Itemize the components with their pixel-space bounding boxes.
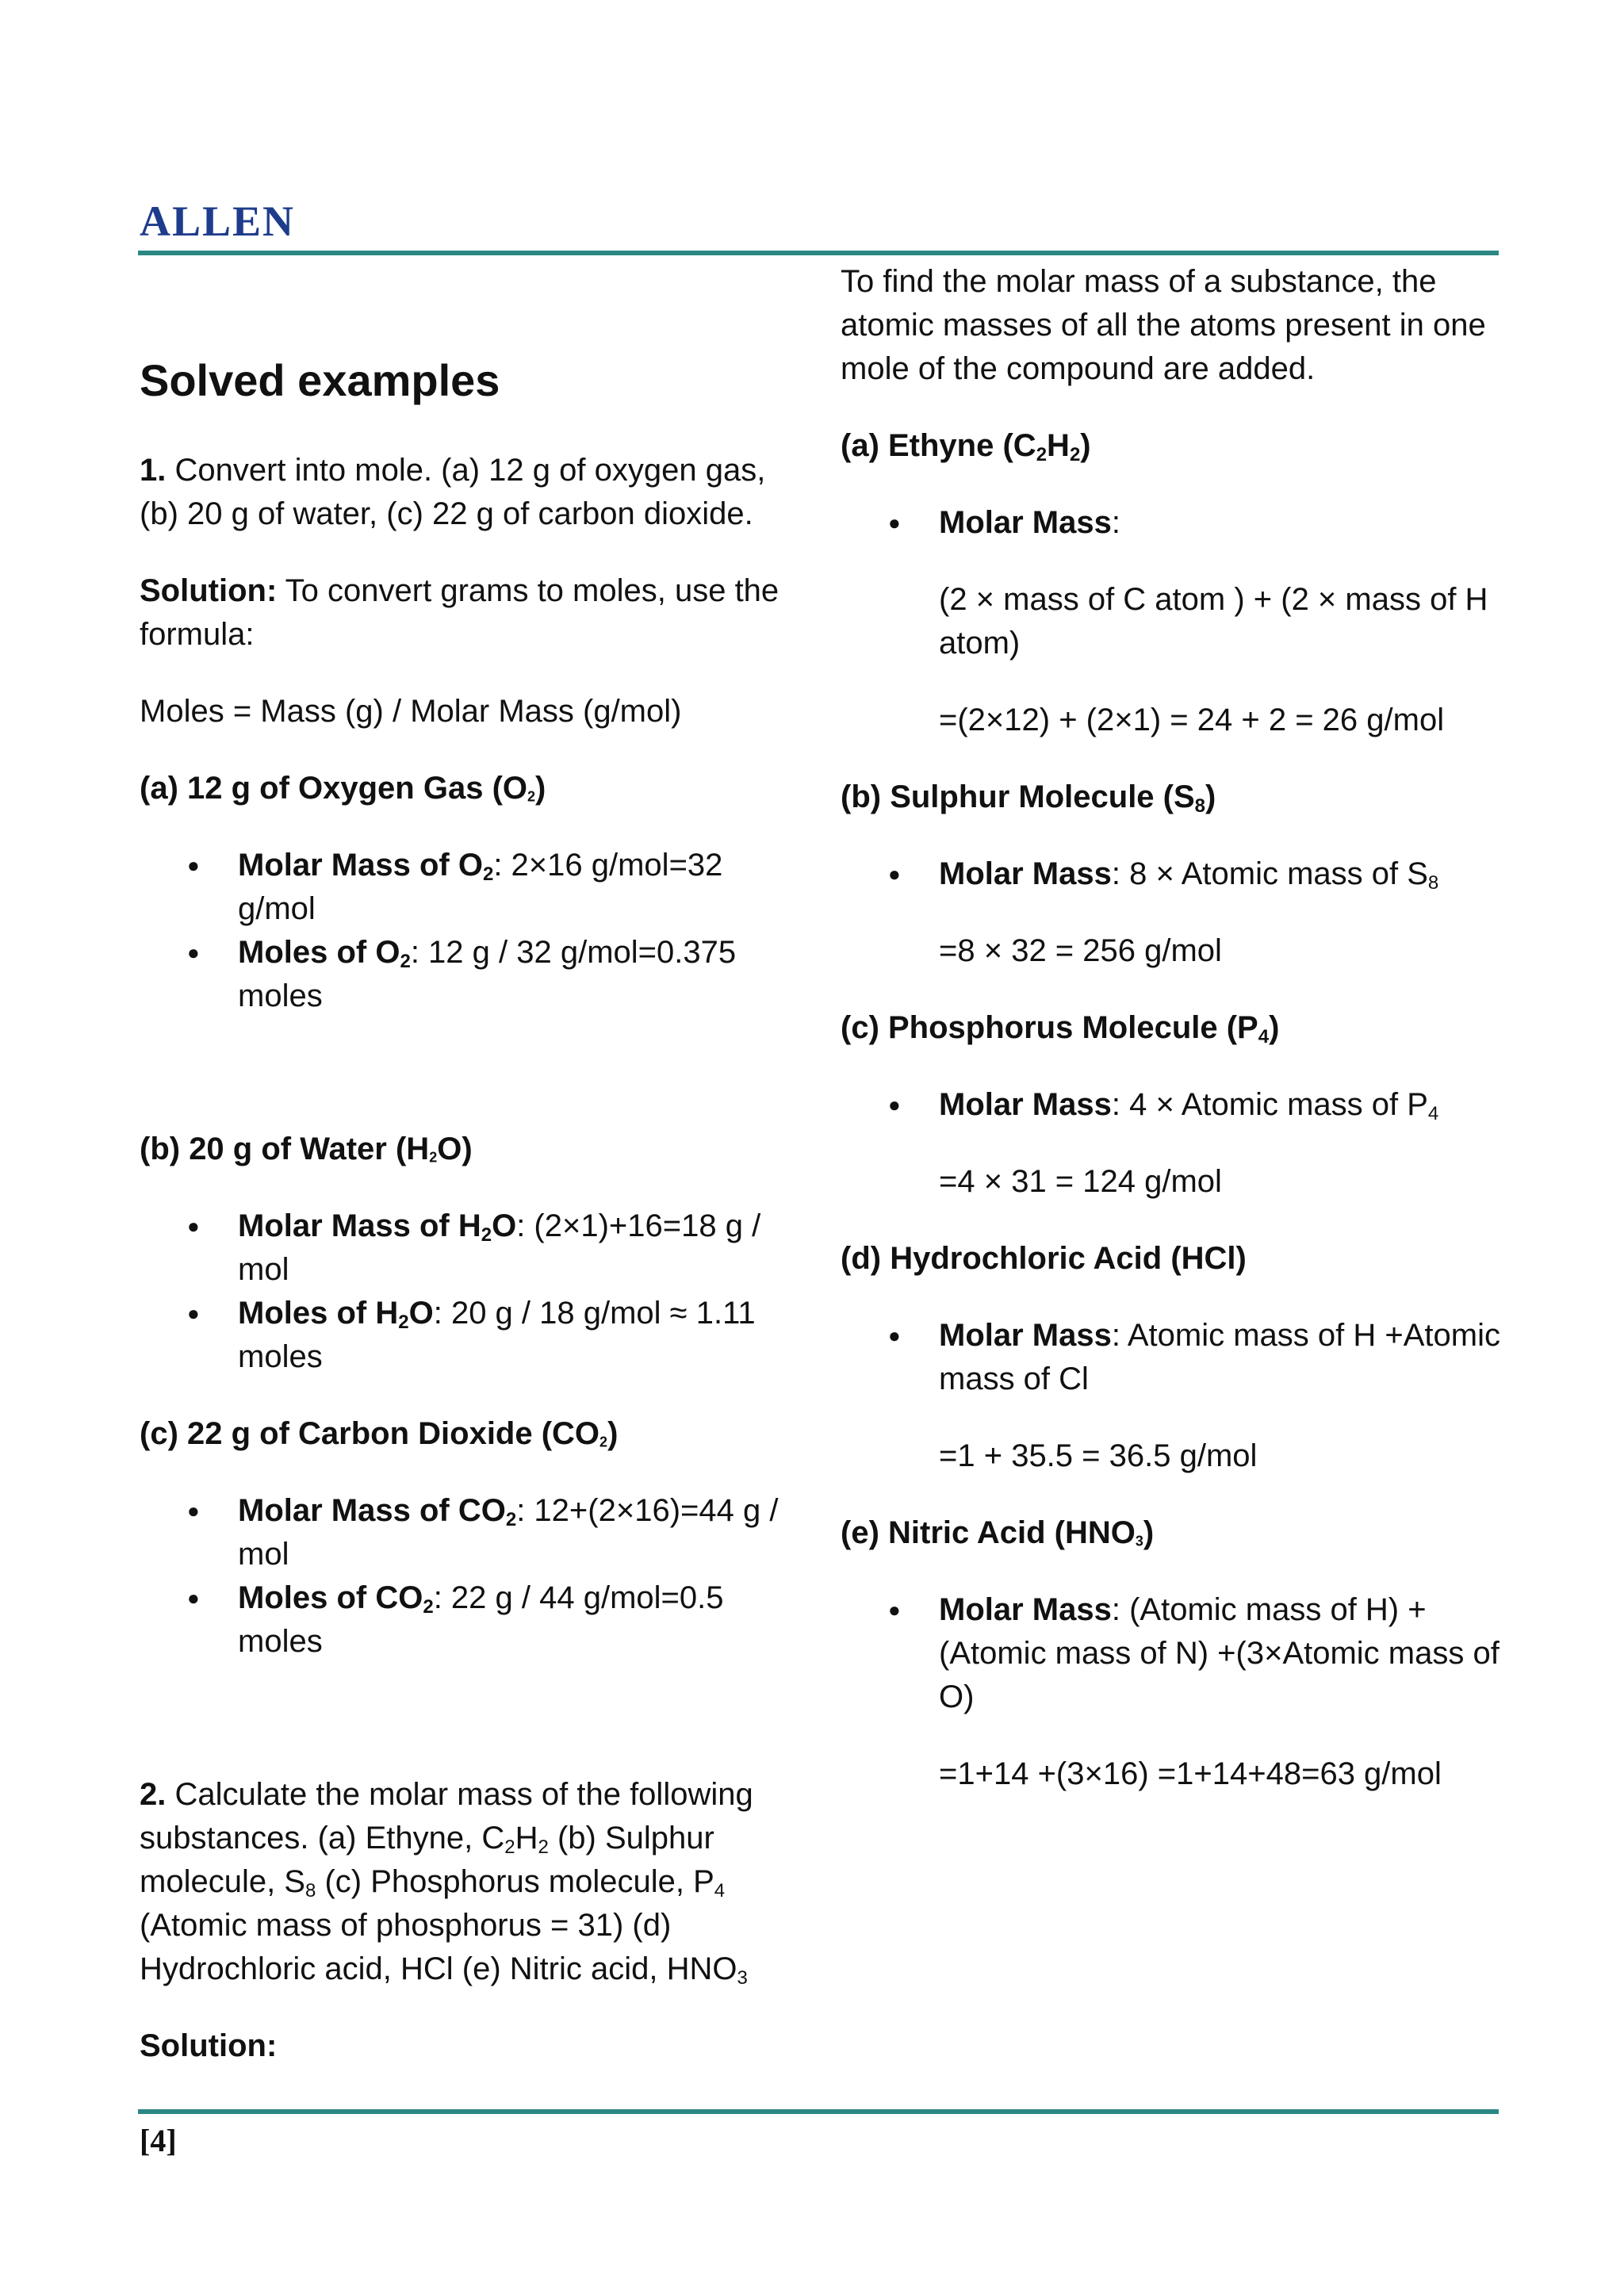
- nitric-list: [841, 1588, 1507, 1719]
- nitric-heading: (e) Nitric Acid (HNO3): [841, 1515, 1155, 1550]
- question-1-text: Convert into mole. (a) 12 g of oxygen gas, (b) 20 g of water, (c) 22 g of carbon dioxide.: [140, 453, 766, 531]
- list-item: ● Molar Mass: 4 × Atomic mass of $P_4$: [841, 1083, 1507, 1127]
- list-item: ● Molar Mass:: [841, 501, 1507, 545]
- list-item: ● Molar Mass of $O_2$: 2×16 g/mol=32 g/mol: [140, 844, 798, 931]
- page-number: [4]: [140, 2123, 177, 2158]
- solution-1-text: To convert grams to moles, use the formula:: [140, 573, 779, 652]
- hcl-line-1: =1 + 35.5 = 36.5 g/mol: [939, 1438, 1258, 1473]
- phosphorus-heading: (c) Phosphorus Molecule $(P_4)$: [841, 1010, 1280, 1047]
- question-1: [140, 449, 798, 536]
- list-item: ● Moles of $H_2O$: 20 g / 18 g/mol ≈ 1.11 moles: [140, 1292, 798, 1379]
- list-item: ● Molar Mass of $CO_2$: 12+(2×16)=44 g / mol: [140, 1489, 798, 1576]
- part-a-heading: (a) 12 g of Oxygen Gas (O2): [140, 771, 546, 806]
- nitric-line-1: =1+14 +(3×16) =1+14+48=63 g/mol: [939, 1756, 1442, 1791]
- header-rule: [138, 251, 1499, 255]
- formula: Moles = Mass (g) / Molar Mass (g/mol): [140, 694, 682, 729]
- footer-rule: [138, 2109, 1499, 2114]
- ethyne-line-1: (2 × mass of C atom ) + (2 × mass of H atom): [939, 582, 1488, 661]
- sulphur-list: [841, 852, 1507, 896]
- solution-1-label: Solution:: [140, 573, 278, 608]
- ethyne-list: [841, 501, 1507, 545]
- phosphorus-list: [841, 1083, 1507, 1127]
- phosphorus-line-1: =4 × 31 = 124 g/mol: [939, 1164, 1222, 1199]
- hcl-list: [841, 1314, 1507, 1401]
- ethyne-line-2: =(2×12) + (2×1) = 24 + 2 = 26 g/mol: [939, 703, 1445, 737]
- spacer: [140, 1051, 798, 1128]
- right-column: [841, 260, 1507, 1829]
- part-c-list: [140, 1489, 798, 1664]
- sulphur-heading: (b) Sulphur Molecule $(S_8)$: [841, 779, 1216, 817]
- part-c-heading: (c) 22 g of Carbon Dioxide (CO2): [140, 1416, 619, 1451]
- list-item: ● Molar Mass: 8 × Atomic mass of $S_8$: [841, 852, 1507, 896]
- question-2: 2. Calculate the molar mass of the following substances. (a) Ethyne, $C_2H_2$ (b) Sulphur molecule, $S_8$ (c) Phosphorus molecule, $P_4$ (Atomic mass of phosphorus = 31) (d) Hydrochloric acid, HCl (e) Nitric acid, $HNO_3$: [140, 1777, 753, 1989]
- hcl-heading: (d) Hydrochloric Acid (HCl): [841, 1241, 1247, 1276]
- part-b-list: [140, 1204, 798, 1379]
- section-title: Solved examples: [140, 355, 500, 405]
- list-item: ● Moles of $CO_2$: 22 g / 44 g/mol=0.5 moles: [140, 1576, 798, 1664]
- solution-2-label: Solution:: [140, 2028, 278, 2063]
- spacer: [140, 1697, 798, 1773]
- ethyne-heading: (a) Ethyne $(C_2H_2)$: [841, 428, 1091, 465]
- sulphur-line-1: =8 × 32 = 256 g/mol: [939, 933, 1222, 968]
- list-item: ● Moles of $O_2$: 12 g / 32 g/mol=0.375 moles: [140, 931, 798, 1018]
- part-b-heading: (b) 20 g of Water (H2O): [140, 1132, 473, 1166]
- intro-text: To find the molar mass of a substance, the atomic masses of all the atoms present in one mole of the compound are added.: [841, 264, 1486, 386]
- part-a-list: [140, 844, 798, 1018]
- question-1-number: 1.: [140, 453, 167, 488]
- list-item: ● Molar Mass: (Atomic mass of H) + (Atomic mass of N) +(3×Atomic mass of O): [841, 1588, 1507, 1719]
- allen-logo: ALLEN: [140, 197, 296, 245]
- list-item: ● Molar Mass: Atomic mass of H +Atomic mass of Cl: [841, 1314, 1507, 1401]
- left-column: [140, 346, 798, 2101]
- list-item: ● Molar Mass of $H_2O$: (2×1)+16=18 g / mol: [140, 1204, 798, 1292]
- solution-1: [140, 569, 798, 657]
